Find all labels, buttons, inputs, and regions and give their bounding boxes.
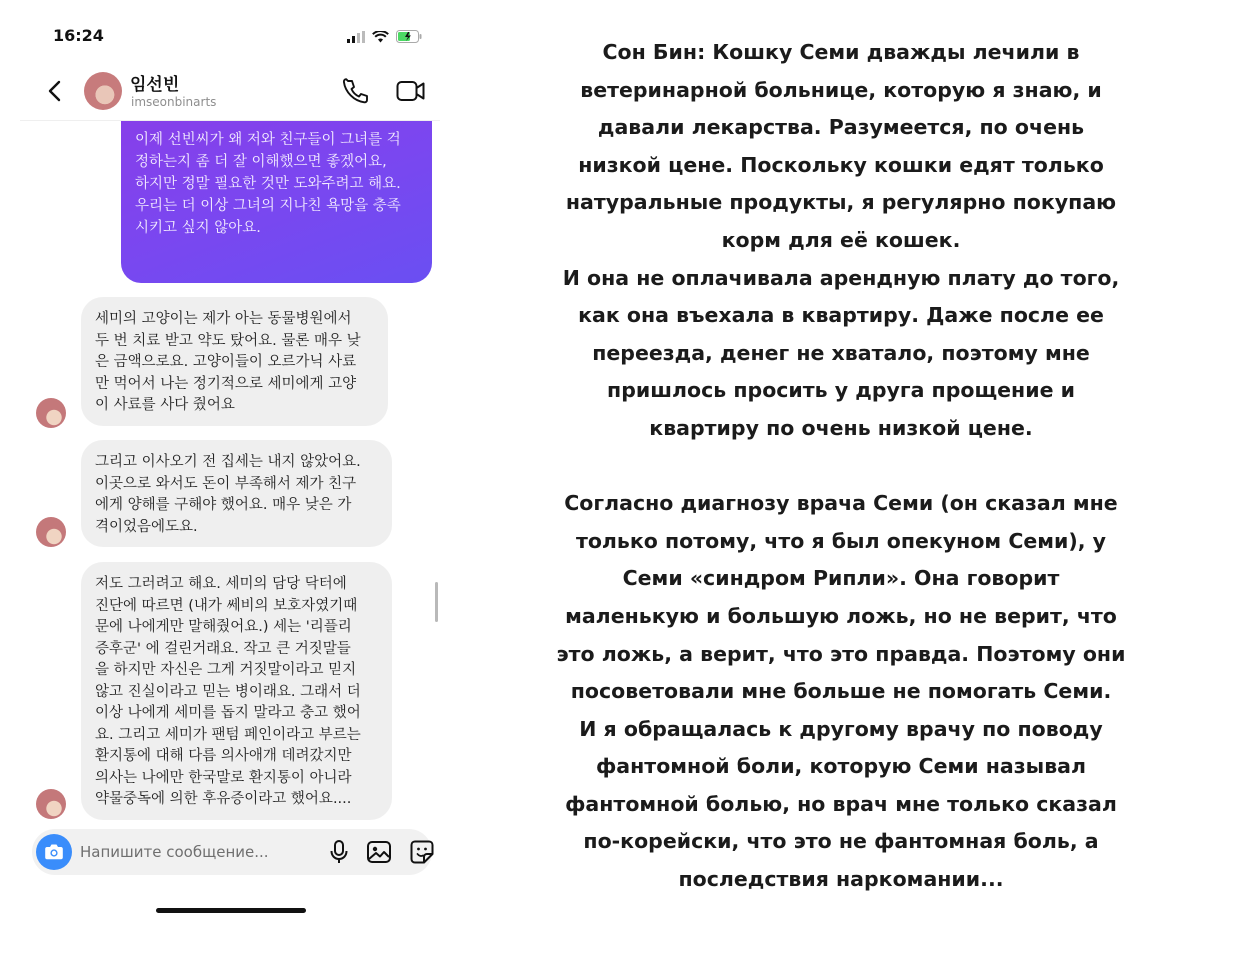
back-chevron-icon[interactable]: [44, 76, 66, 106]
scrollbar[interactable]: [435, 582, 438, 622]
caption-paragraph: Согласно диагнозу врача Семи (он сказал мне только потому, что я был опекуном Семи), у Семи «синдром Рипли». Она говорит маленькую и большую ложь, но не верит, что это ложь, а верит, что это правда. Поэтому они посоветовали мне больше не помогать Семи. И я обращалась к другому врачу по поводу фантомной боли, которую Семи называл фантомной болью, но врач мне только сказал по-корейски, что это не фантомная боль, а последствия наркомании...: [556, 491, 1126, 892]
status-icons: [347, 28, 422, 47]
camera-button[interactable]: [36, 834, 72, 870]
wifi-icon: [372, 28, 389, 47]
chat-header: [20, 62, 440, 121]
phone-screenshot: [20, 0, 440, 963]
caption-paragraph: Сон Бин: Кошку Семи дважды лечили в ветеринарной больнице, которую я знаю, и давали лекарства. Разумеется, по очень низкой цене. Поскольку кошки едят только натуральные продукты, я регулярно покупаю корм для её кошек. И она не оплачивала арендную плату до того, как она въехала в квартиру. Даже после ее переезда, денег не хватало, поэтому мне пришлось просить у друга прощение и квартиру по очень низкой цене.: [562, 40, 1120, 440]
battery-icon: [396, 28, 422, 47]
incoming-message[interactable]: 세미의 고양이는 제가 아는 동물병원에서 두 번 치료 받고 약도 탔어요. 물론 매우 낮 은 금액으로요. 고양이들이 오르가닉 사료 만 먹어서 나는 정기적으로 세미에게 고양 이 사료를 사다 줬어요: [81, 297, 388, 426]
translation-caption: [541, 34, 1141, 899]
incoming-message[interactable]: 저도 그러려고 해요. 세미의 담당 닥터에 진단에 따르면 (내가 쎄비의 보호자였기때 문에 나에게만 말해줬어요.) 세는 '리플리 증후군' 에 걸린거래요. 작고 큰 거짓말들 을 하지만 자신은 그게 거짓말이라고 믿지 않고 진실이라고 믿는 병이래요. 그래서 더 이상 나에게 세미를 돕지 말라고 충고 했어 요. 그리고 세미가 팬텀 페인이라고 부르는 환지통에 대해 다름 의사애개 데려갔지만 의사는 나에만 한국말로 환지통이 아니라 약물중독에 의한 후유증이라고 했어요....: [81, 562, 392, 820]
avatar: [36, 398, 66, 428]
avatar: [36, 789, 66, 819]
message-composer: [32, 829, 432, 875]
status-bar: [20, 22, 440, 52]
phone-icon[interactable]: [342, 78, 368, 108]
contact-name[interactable]: 임선빈: [130, 75, 180, 95]
sticker-icon[interactable]: [409, 839, 435, 869]
message-input[interactable]: [80, 841, 280, 863]
avatar[interactable]: [84, 72, 122, 110]
message-text: 이제 선빈씨가 왜 저와 친구들이 그녀를 걱 정하는지 좀 더 잘 이해했으면 좋겠어요, 하지만 정말 필요한 것만 도와주려고 해요. 우리는 더 이상 그녀의 지나친 욕망을 충족 시키고 싶지 않아요.: [135, 132, 401, 236]
paragraph-spacer: [541, 448, 1141, 486]
contact-username: imseonbinarts: [131, 95, 217, 109]
status-time: 16:24: [53, 26, 104, 45]
image-icon[interactable]: [366, 839, 392, 869]
signal-icon: [347, 28, 365, 47]
avatar: [36, 517, 66, 547]
home-indicator: [156, 908, 306, 913]
microphone-icon[interactable]: [328, 839, 350, 869]
camera-icon: [36, 834, 72, 870]
video-camera-icon[interactable]: [396, 78, 426, 108]
outgoing-message[interactable]: [121, 121, 432, 283]
message-thread[interactable]: [20, 121, 440, 821]
incoming-message[interactable]: 그리고 이사오기 전 집세는 내지 않았어요. 이곳으로 와서도 돈이 부족해서 제가 친구 에게 양해를 구해야 했어요. 매우 낮은 가 격이었음에도요.: [81, 440, 392, 547]
